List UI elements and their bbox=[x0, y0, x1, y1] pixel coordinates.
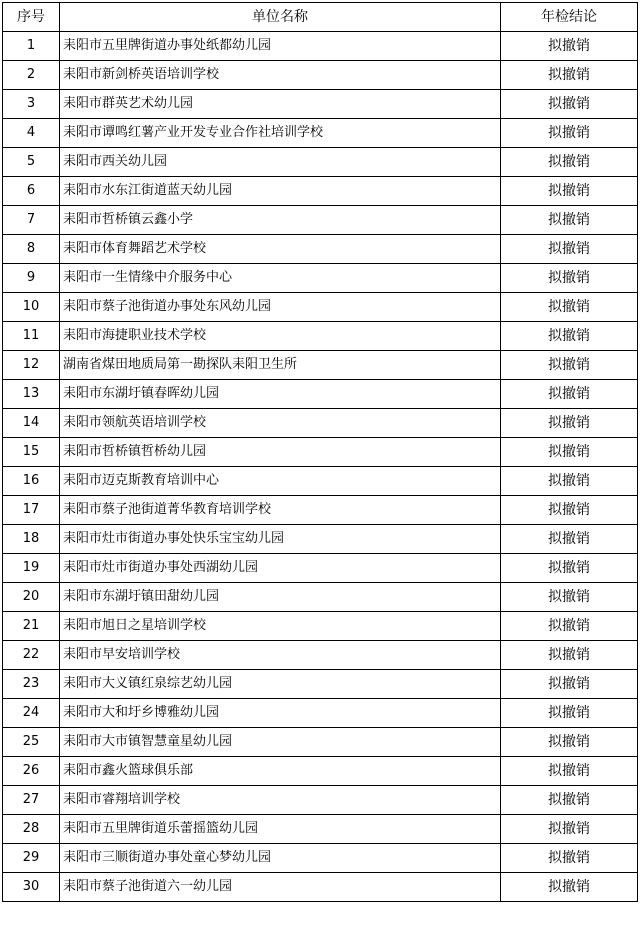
header-serial-number: 序号 bbox=[3, 3, 60, 32]
table-body bbox=[3, 32, 638, 902]
row-serial-number: 2 bbox=[3, 61, 60, 90]
row-unit-name: 耒阳市哲桥镇哲桥幼儿园 bbox=[60, 438, 501, 467]
row-serial-number: 4 bbox=[3, 119, 60, 148]
table-row bbox=[3, 264, 638, 293]
row-serial-number: 14 bbox=[3, 409, 60, 438]
table-row bbox=[3, 525, 638, 554]
row-unit-name: 耒阳市迈克斯教育培训中心 bbox=[60, 467, 501, 496]
row-inspection-result: 拟撤销 bbox=[501, 496, 638, 525]
row-inspection-result: 拟撤销 bbox=[501, 119, 638, 148]
row-inspection-result: 拟撤销 bbox=[501, 351, 638, 380]
row-unit-name: 耒阳市五里牌街道办事处纸都幼儿园 bbox=[60, 32, 501, 61]
table-row bbox=[3, 61, 638, 90]
table-row bbox=[3, 554, 638, 583]
row-inspection-result: 拟撤销 bbox=[501, 525, 638, 554]
row-unit-name: 耒阳市蔡子池街道六一幼儿园 bbox=[60, 873, 501, 902]
row-inspection-result: 拟撤销 bbox=[501, 322, 638, 351]
row-unit-name: 耒阳市大市镇智慧童星幼儿园 bbox=[60, 728, 501, 757]
row-inspection-result: 拟撤销 bbox=[501, 61, 638, 90]
row-serial-number: 25 bbox=[3, 728, 60, 757]
row-serial-number: 9 bbox=[3, 264, 60, 293]
row-inspection-result: 拟撤销 bbox=[501, 641, 638, 670]
row-unit-name: 耒阳市海捷职业技术学校 bbox=[60, 322, 501, 351]
row-serial-number: 7 bbox=[3, 206, 60, 235]
row-inspection-result: 拟撤销 bbox=[501, 815, 638, 844]
row-unit-name: 耒阳市水东江街道蓝天幼儿园 bbox=[60, 177, 501, 206]
row-unit-name: 耒阳市五里牌街道乐蕾摇篮幼儿园 bbox=[60, 815, 501, 844]
table-row bbox=[3, 351, 638, 380]
row-serial-number: 12 bbox=[3, 351, 60, 380]
table-row bbox=[3, 844, 638, 873]
row-unit-name: 耒阳市大义镇红泉综艺幼儿园 bbox=[60, 670, 501, 699]
table-row bbox=[3, 786, 638, 815]
table-row bbox=[3, 32, 638, 61]
table-row bbox=[3, 322, 638, 351]
row-unit-name: 耒阳市灶市街道办事处西湖幼儿园 bbox=[60, 554, 501, 583]
table-row bbox=[3, 90, 638, 119]
row-inspection-result: 拟撤销 bbox=[501, 293, 638, 322]
table-row bbox=[3, 641, 638, 670]
table-row bbox=[3, 409, 638, 438]
row-serial-number: 21 bbox=[3, 612, 60, 641]
row-serial-number: 23 bbox=[3, 670, 60, 699]
row-serial-number: 6 bbox=[3, 177, 60, 206]
row-inspection-result: 拟撤销 bbox=[501, 873, 638, 902]
row-unit-name: 耒阳市东湖圩镇田甜幼儿园 bbox=[60, 583, 501, 612]
row-unit-name: 耒阳市西关幼儿园 bbox=[60, 148, 501, 177]
row-inspection-result: 拟撤销 bbox=[501, 148, 638, 177]
table-row bbox=[3, 467, 638, 496]
row-inspection-result: 拟撤销 bbox=[501, 699, 638, 728]
row-inspection-result: 拟撤销 bbox=[501, 583, 638, 612]
table-row bbox=[3, 119, 638, 148]
row-unit-name: 耒阳市灶市街道办事处快乐宝宝幼儿园 bbox=[60, 525, 501, 554]
table-row bbox=[3, 815, 638, 844]
row-serial-number: 8 bbox=[3, 235, 60, 264]
row-serial-number: 26 bbox=[3, 757, 60, 786]
row-inspection-result: 拟撤销 bbox=[501, 467, 638, 496]
row-serial-number: 18 bbox=[3, 525, 60, 554]
row-inspection-result: 拟撤销 bbox=[501, 206, 638, 235]
row-unit-name: 耒阳市一生情缘中介服务中心 bbox=[60, 264, 501, 293]
header-unit-name: 单位名称 bbox=[60, 3, 501, 32]
table-row bbox=[3, 148, 638, 177]
row-unit-name: 耒阳市睿翔培训学校 bbox=[60, 786, 501, 815]
annual-inspection-table bbox=[2, 2, 638, 902]
row-inspection-result: 拟撤销 bbox=[501, 177, 638, 206]
row-unit-name: 耒阳市旭日之星培训学校 bbox=[60, 612, 501, 641]
table-row bbox=[3, 728, 638, 757]
table-row bbox=[3, 206, 638, 235]
row-inspection-result: 拟撤销 bbox=[501, 32, 638, 61]
row-serial-number: 27 bbox=[3, 786, 60, 815]
table-row bbox=[3, 670, 638, 699]
row-unit-name: 湖南省煤田地质局第一勘探队耒阳卫生所 bbox=[60, 351, 501, 380]
row-inspection-result: 拟撤销 bbox=[501, 728, 638, 757]
row-inspection-result: 拟撤销 bbox=[501, 757, 638, 786]
row-serial-number: 20 bbox=[3, 583, 60, 612]
table-row bbox=[3, 293, 638, 322]
row-inspection-result: 拟撤销 bbox=[501, 90, 638, 119]
row-serial-number: 30 bbox=[3, 873, 60, 902]
row-serial-number: 19 bbox=[3, 554, 60, 583]
row-unit-name: 耒阳市新剑桥英语培训学校 bbox=[60, 61, 501, 90]
row-serial-number: 24 bbox=[3, 699, 60, 728]
row-serial-number: 17 bbox=[3, 496, 60, 525]
row-inspection-result: 拟撤销 bbox=[501, 235, 638, 264]
row-unit-name: 耒阳市哲桥镇云鑫小学 bbox=[60, 206, 501, 235]
row-inspection-result: 拟撤销 bbox=[501, 264, 638, 293]
row-unit-name: 耒阳市领航英语培训学校 bbox=[60, 409, 501, 438]
table-row bbox=[3, 757, 638, 786]
row-unit-name: 耒阳市东湖圩镇春晖幼儿园 bbox=[60, 380, 501, 409]
row-inspection-result: 拟撤销 bbox=[501, 380, 638, 409]
row-inspection-result: 拟撤销 bbox=[501, 409, 638, 438]
row-unit-name: 耒阳市群英艺术幼儿园 bbox=[60, 90, 501, 119]
row-serial-number: 29 bbox=[3, 844, 60, 873]
table-row bbox=[3, 699, 638, 728]
row-inspection-result: 拟撤销 bbox=[501, 844, 638, 873]
row-serial-number: 5 bbox=[3, 148, 60, 177]
row-serial-number: 13 bbox=[3, 380, 60, 409]
row-serial-number: 11 bbox=[3, 322, 60, 351]
row-inspection-result: 拟撤销 bbox=[501, 612, 638, 641]
row-inspection-result: 拟撤销 bbox=[501, 786, 638, 815]
row-inspection-result: 拟撤销 bbox=[501, 438, 638, 467]
row-unit-name: 耒阳市体育舞蹈艺术学校 bbox=[60, 235, 501, 264]
table-row bbox=[3, 873, 638, 902]
row-inspection-result: 拟撤销 bbox=[501, 670, 638, 699]
table-row bbox=[3, 612, 638, 641]
table-row bbox=[3, 438, 638, 467]
table-row bbox=[3, 496, 638, 525]
table-row bbox=[3, 380, 638, 409]
table-row bbox=[3, 235, 638, 264]
row-serial-number: 15 bbox=[3, 438, 60, 467]
row-serial-number: 3 bbox=[3, 90, 60, 119]
row-serial-number: 28 bbox=[3, 815, 60, 844]
header-row bbox=[3, 3, 638, 32]
row-unit-name: 耒阳市大和圩乡博雅幼儿园 bbox=[60, 699, 501, 728]
table-row bbox=[3, 583, 638, 612]
table-row bbox=[3, 177, 638, 206]
row-unit-name: 耒阳市谭鸣红薯产业开发专业合作社培训学校 bbox=[60, 119, 501, 148]
header-inspection-result: 年检结论 bbox=[501, 3, 638, 32]
row-unit-name: 耒阳市早安培训学校 bbox=[60, 641, 501, 670]
row-unit-name: 耒阳市蔡子池街道办事处东风幼儿园 bbox=[60, 293, 501, 322]
row-unit-name: 耒阳市鑫火篮球俱乐部 bbox=[60, 757, 501, 786]
row-inspection-result: 拟撤销 bbox=[501, 554, 638, 583]
row-unit-name: 耒阳市三顺街道办事处童心梦幼儿园 bbox=[60, 844, 501, 873]
row-unit-name: 耒阳市蔡子池街道菁华教育培训学校 bbox=[60, 496, 501, 525]
row-serial-number: 10 bbox=[3, 293, 60, 322]
row-serial-number: 16 bbox=[3, 467, 60, 496]
row-serial-number: 22 bbox=[3, 641, 60, 670]
row-serial-number: 1 bbox=[3, 32, 60, 61]
